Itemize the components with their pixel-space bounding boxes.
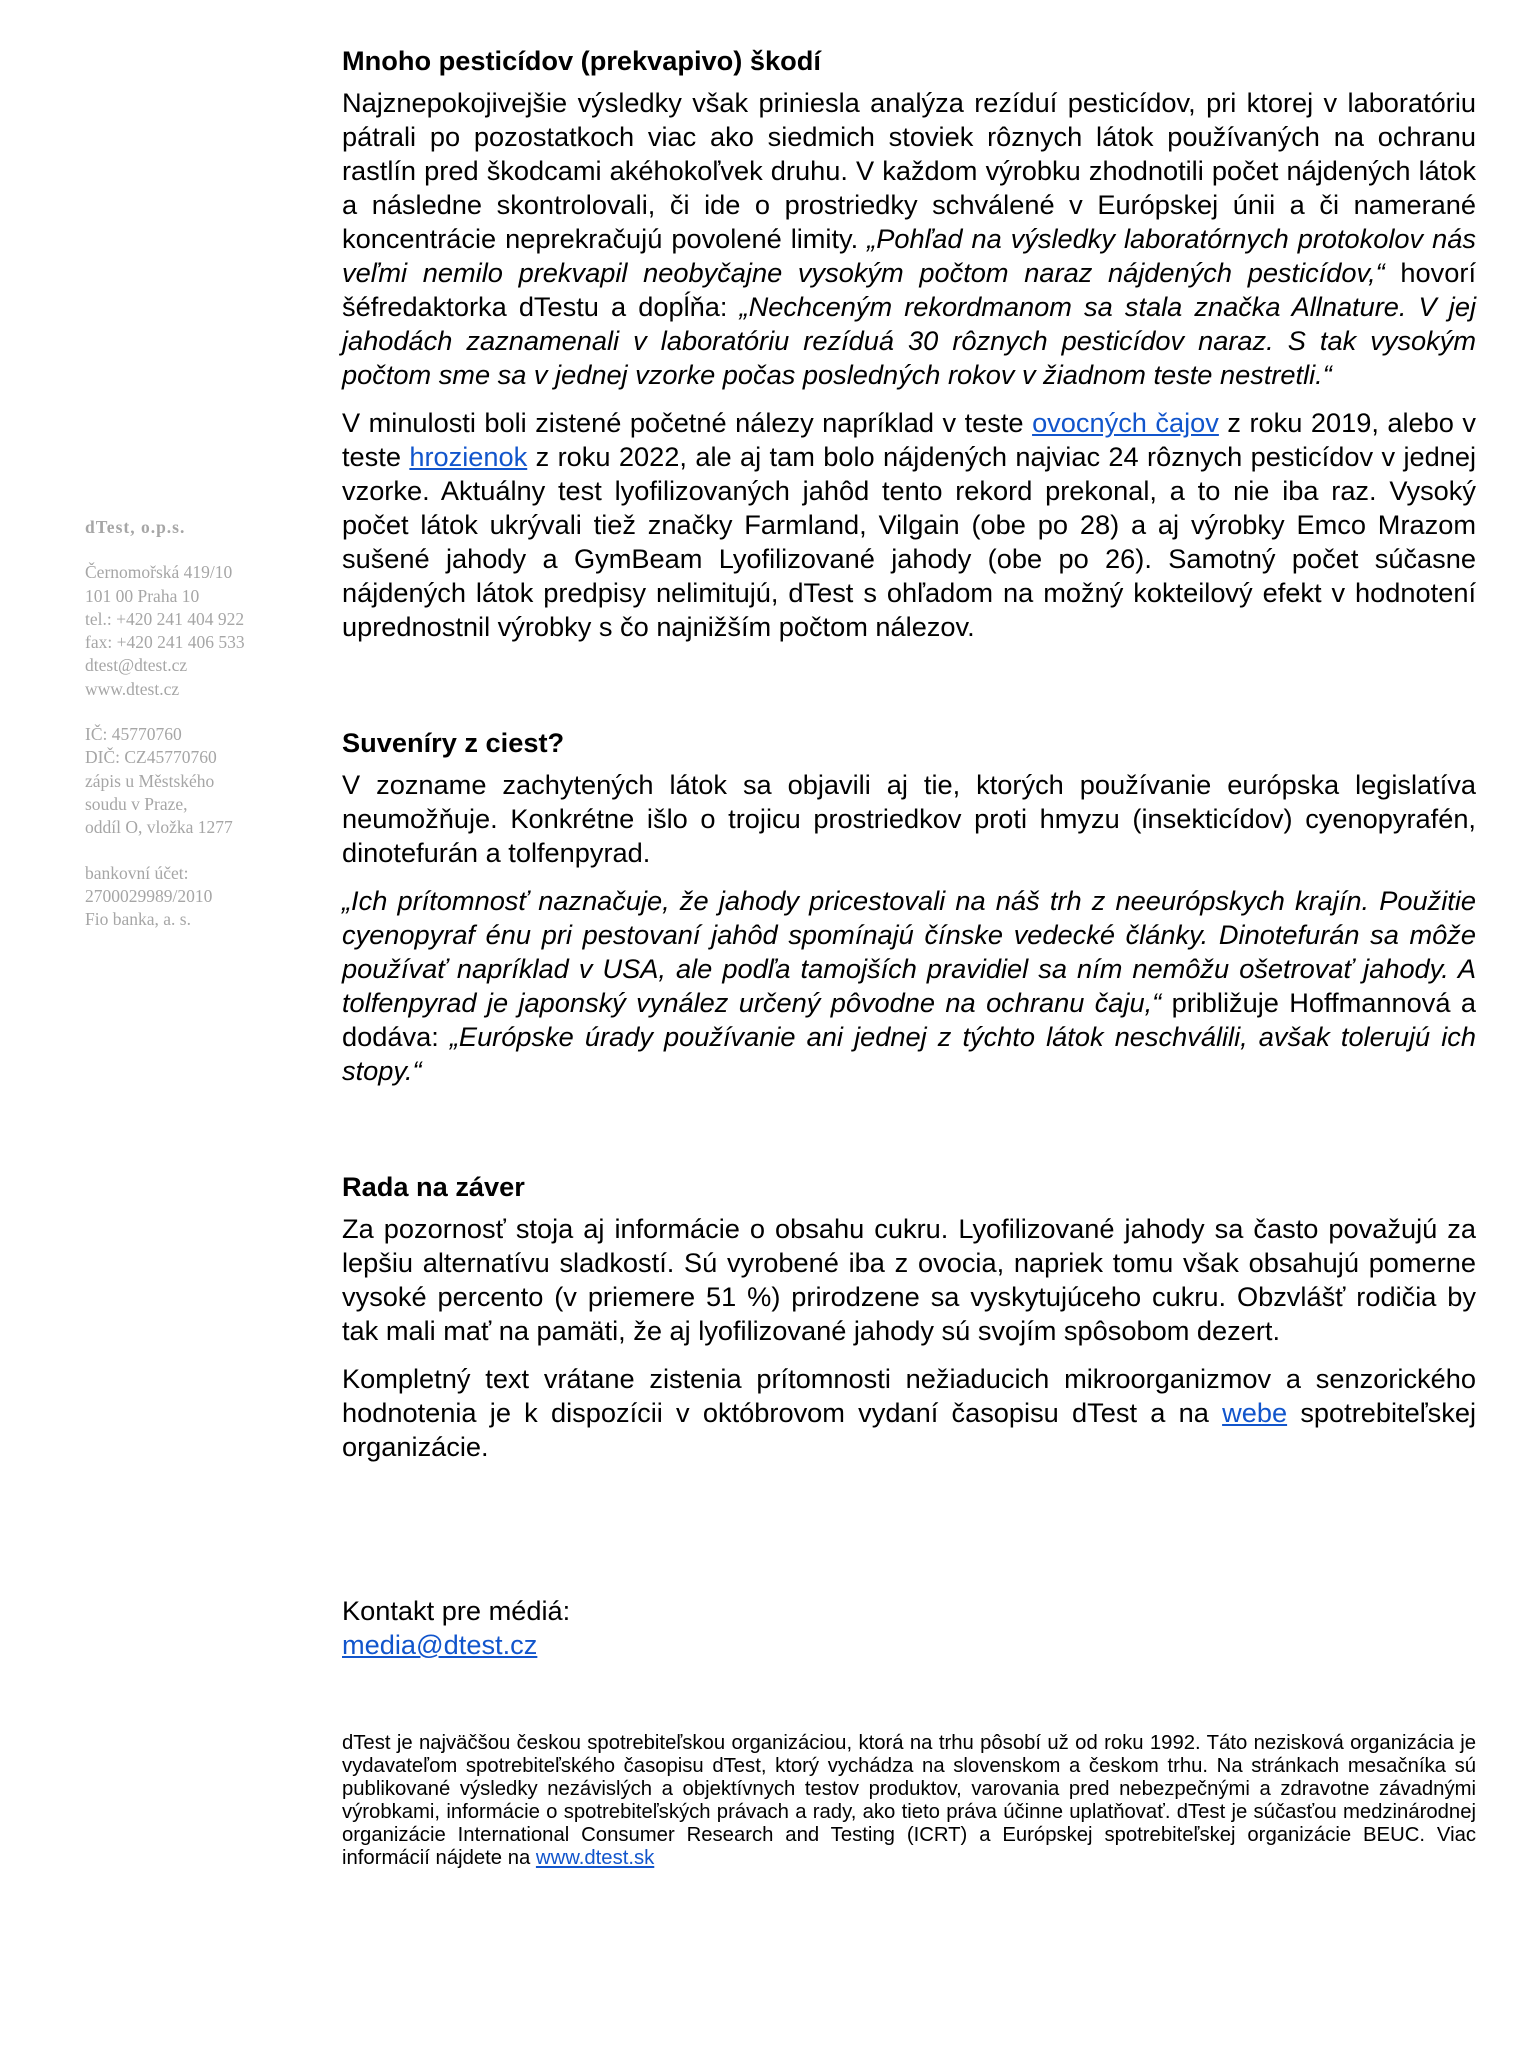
paragraph [342,406,1476,644]
media-email-link[interactable]: media@dtest.cz [342,1629,538,1660]
address-line: 101 00 Praha 10 [85,585,200,606]
article-body [342,44,1476,1870]
section-pesticides [342,44,1476,644]
contact-label: Kontakt pre médiá: [342,1595,571,1626]
address-line: Černomořská 419/10 [85,562,233,583]
registration-line: oddíl O, vložka 1277 [85,817,233,838]
link-raisins[interactable]: hrozienok [409,441,528,472]
text: z roku 2022, ale aj tam bolo nájdených najviac 24 rôznych pesticídov v jednej vzorke. Aktuálny test lyofilizovaných jahôd tento rekord prekonal, a to nie iba raz. Vysoký počet látok ukrývali tiež značky Farmland, Vilgain (obe po 28) a aj výrobky Emco Mrazom sušené jahody a GymBeam Lyofilizované jahody (obe po 26). Samotný počet súčasne nájdených látok predpisy nelimitujú, dTest s ohľadom na možný kokteilový efekt v hodnotení uprednostnil výrobky s čo najnižším počtom nálezov. [342,441,1477,642]
registration-line: soudu v Praze, [85,793,188,814]
sidebar-registration [85,723,315,839]
sidebar-contact-info [85,516,315,953]
link-web[interactable]: webe [1222,1397,1288,1428]
media-contact [342,1594,1476,1662]
section-title: Rada na záver [342,1171,525,1202]
sidebar-org-name: dTest, o.p.s. [85,517,186,537]
bank-line: Fio banka, a. s. [85,909,191,930]
address-line: fax: +420 241 406 533 [85,632,245,653]
registration-line: zápis u Městského [85,770,215,791]
section-title: Suveníry z ciest? [342,727,565,758]
paragraph [342,1362,1476,1464]
sidebar-address [85,561,315,701]
footer-text: dTest je najväčšou českou spotrebiteľskou organizáciou, ktorá na trhu pôsobí už od roku 1992. Táto nezisková organizácia je vydavateľom spotrebiteľského časopisu dTest, ktorý vychádza na slovenskom a českom trhu. Na stránkach mesačníka sú publikované výsledky nezávislých a objektívnych testov produktov, varovania pred nebezpečnými a zdravotne závadnými výrobkami, informácie o spotrebiteľských právach a rady, ako tieto práva účinne uplatňovať. dTest je súčasťou medzinárodnej organizácie International Consumer Research and Testing (ICRT) a Európskej spotrebiteľskej organizácie BEUC. Viac informácií nájdete na [342,1732,1476,1869]
quote: „Nechceným rekordmanom sa stala značka Allnature. V jej jahodách zaznamenali v laboratóriu rezíduá 30 rôznych pesticídov naraz. S tak vysokým počtom sme sa v jednej vzorke počas posledných rokov v žiadnom teste nestretli.“ [342,291,1476,390]
section-advice [342,1170,1476,1464]
section-title: Mnoho pesticídov (prekvapivo) škodí [342,45,821,76]
address-line: www.dtest.cz [85,678,180,699]
quote: „Ich prítomnosť naznačuje, že jahody pricestovali na náš trh z neeurópskych krajín. Použitie cyenopyraf énu pri pestovaní jahôd spomínajú čínske vedecké články. Dinotefurán sa môže používať napríklad v USA, ale podľa tamojších pravidiel sa ním nemôžu ošetrovať jahody. A tolfenpyrad je japonský vynález určený pôvodne na ochranu čaju,“ [342,885,1476,1018]
link-fruit-teas[interactable]: ovocných čajov [1032,407,1219,438]
footer-website-link[interactable]: www.dtest.sk [535,1847,655,1869]
section-souvenirs [342,726,1476,1088]
text: V minulosti boli zistené početné nálezy napríklad v teste [342,407,1033,438]
paragraph: V zozname zachytených látok sa objavili aj tie, ktorých používanie európska legislatíva neumožňuje. Konkrétne išlo o trojicu prostriedkov proti hmyzu (insekticídov) cyenopyrafén, dinotefurán a tolfenpyrad. [342,769,1476,868]
text: Najznepokojivejšie výsledky však priniesla analýza rezíduí pesticídov, pri ktorej v laboratóriu pátrali po pozostatkoch viac ako siedmich stoviek rôznych látok používaných na ochranu rastlín pred škodcami akéhokoľvek druhu. V každom výrobku zhodnotili počet nájdených látok a následne skontrolovali, či ide o prostriedky schválené v Európskej únii a či namerané koncentrácie neprekračujú povolené limity. [342,87,1476,254]
paragraph [342,884,1476,1088]
address-line: dtest@dtest.cz [85,655,188,676]
text: Kompletný text vrátane zistenia prítomnosti nežiaducich mikroorganizmov a senzorického hodnotenia je k dispozícii v októbrovom vydaní časopisu dTest a na [342,1363,1476,1428]
footer-about [342,1732,1476,1870]
text: z roku 2019, alebo v teste [342,407,1476,472]
registration-line: IČ: 45770760 [85,724,182,745]
quote: „Európske úrady používanie ani jednej z týchto látok neschválili, avšak tolerujú ich stopy.“ [342,1021,1476,1086]
text: hovorí šéfredaktorka dTestu a dopĺňa: [342,257,1476,322]
bank-line: 2700029989/2010 [85,885,213,906]
address-line: tel.: +420 241 404 922 [85,608,245,629]
paragraph: Za pozornosť stoja aj informácie o obsahu cukru. Lyofilizované jahody sa často považujú za lepšiu alternatívu sladkostí. Sú vyrobené iba z ovocia, napriek tomu však obsahujú pomerne vysoké percento (v priemere 51 %) prirodzene sa vyskytujúceho cukru. Obzvlášť rodičia by tak mali mať na pamäti, že aj lyofilizované jahody sú svojím spôsobom dezert. [342,1213,1476,1346]
bank-line: bankovní účet: [85,862,189,883]
text: spotrebiteľskej organizácie. [342,1397,1476,1462]
text: približuje Hoffmannová a dodáva: [342,987,1476,1052]
quote: „Pohľad na výsledky laboratórnych protokolov nás veľmi nemilo prekvapil neobyčajne vysokým počtom naraz nájdených pesticídov,“ [342,223,1476,288]
sidebar-bank [85,862,315,932]
registration-line: DIČ: CZ45770760 [85,747,217,768]
paragraph [342,86,1476,392]
